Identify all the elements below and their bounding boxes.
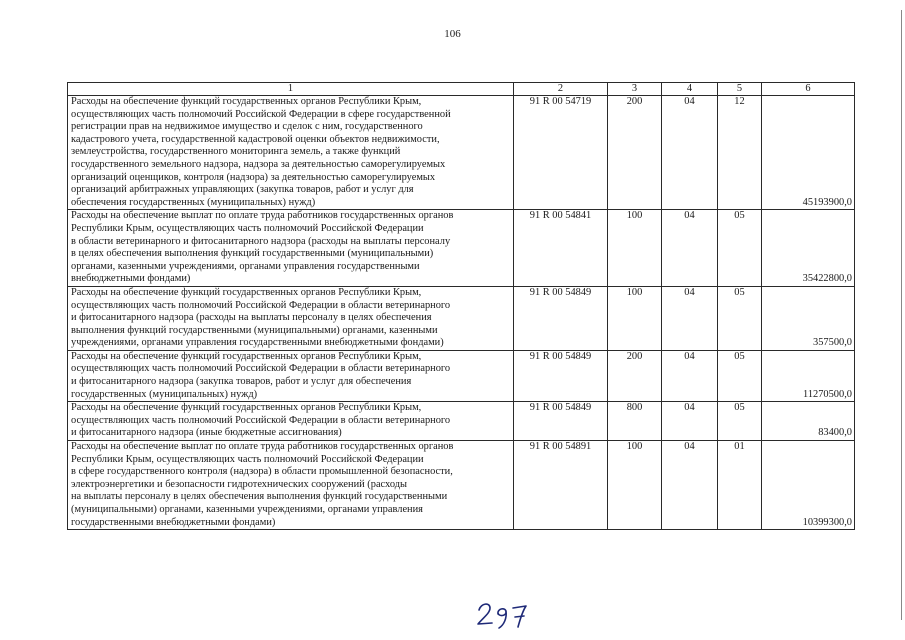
row-section: 04 <box>662 402 718 441</box>
row-code: 91 R 00 54841 <box>514 210 608 287</box>
row-section: 04 <box>662 286 718 350</box>
table-row <box>68 210 855 287</box>
page-number: 106 <box>444 28 461 40</box>
handwritten-page-mark <box>475 598 535 630</box>
row-section: 04 <box>662 210 718 287</box>
row-section: 04 <box>662 441 718 530</box>
row-expense-type: 100 <box>608 286 662 350</box>
table-row <box>68 402 855 441</box>
row-code: 91 R 00 54849 <box>514 402 608 441</box>
column-header-5: 5 <box>718 83 762 96</box>
budget-table <box>67 82 855 530</box>
row-expense-type: 100 <box>608 441 662 530</box>
table-row <box>68 350 855 401</box>
row-code: 91 R 00 54891 <box>514 441 608 530</box>
column-header-1: 1 <box>68 83 514 96</box>
row-code: 91 R 00 54849 <box>514 350 608 401</box>
row-description: Расходы на обеспечение функций государственных органов Республики Крым, осуществляющих часть полномочий Российской Федерации в сфере государственной регистрации прав на недвижимое имущество и сделок с ним, государственного кадастрового учета, государственной кадастровой оценки объектов недвижимости, землеустройства, государственного мониторинга земель, а также функций государственного земельного надзора, надзора за деятельностью саморегулируемых организаций оценщиков, контроля (надзора) за деятельностью саморегулируемых организаций арбитражных управляющих (закупка товаров, работ и услуг для обеспечения государственных (муниципальных) нужд) <box>68 96 514 210</box>
column-header-2: 2 <box>514 83 608 96</box>
column-header-6: 6 <box>762 83 855 96</box>
row-subsection: 12 <box>718 96 762 210</box>
row-section: 04 <box>662 350 718 401</box>
row-expense-type: 800 <box>608 402 662 441</box>
row-section: 04 <box>662 96 718 210</box>
row-amount: 357500,0 <box>762 286 855 350</box>
column-header-3: 3 <box>608 83 662 96</box>
row-subsection: 05 <box>718 210 762 287</box>
row-description: Расходы на обеспечение функций государственных органов Республики Крым, осуществляющих часть полномочий Российской Федерации в области ветеринарного и фитосанитарного надзора (расходы на выплаты персоналу в целях обеспечения выполнения функций государственными (муниципальными) органами, казенными учреждениями, органами управления государственными внебюджетными фондами) <box>68 286 514 350</box>
row-amount: 11270500,0 <box>762 350 855 401</box>
row-subsection: 05 <box>718 286 762 350</box>
row-code: 91 R 00 54719 <box>514 96 608 210</box>
row-subsection: 05 <box>718 402 762 441</box>
row-amount: 35422800,0 <box>762 210 855 287</box>
table-header-row <box>68 83 855 96</box>
table-row <box>68 96 855 210</box>
table-row <box>68 286 855 350</box>
row-expense-type: 100 <box>608 210 662 287</box>
row-amount: 45193900,0 <box>762 96 855 210</box>
row-subsection: 05 <box>718 350 762 401</box>
row-description: Расходы на обеспечение функций государственных органов Республики Крым, осуществляющих часть полномочий Российской Федерации в области ветеринарного и фитосанитарного надзора (закупка товаров, работ и услуг для обеспечения государственных (муниципальных) нужд) <box>68 350 514 401</box>
row-amount: 83400,0 <box>762 402 855 441</box>
row-amount: 10399300,0 <box>762 441 855 530</box>
row-subsection: 01 <box>718 441 762 530</box>
row-expense-type: 200 <box>608 350 662 401</box>
row-expense-type: 200 <box>608 96 662 210</box>
row-description: Расходы на обеспечение выплат по оплате труда работников государственных органов Республики Крым, осуществляющих часть полномочий Российской Федерации в области ветеринарного и фитосанитарного надзора (расходы на выплаты персоналу в целях обеспечения выполнения функций государственными (муниципальными) органами, казенными учреждениями, органами управления государственными внебюджетными фондами) <box>68 210 514 287</box>
page-edge-line <box>901 10 902 620</box>
column-header-4: 4 <box>662 83 718 96</box>
row-code: 91 R 00 54849 <box>514 286 608 350</box>
row-description: Расходы на обеспечение выплат по оплате труда работников государственных органов Республики Крым, осуществляющих часть полномочий Российской Федерации в сфере государственного контроля (надзора) в области промышленной безопасности, электроэнергетики и безопасности гидротехнических сооружений (расходы на выплаты персоналу в целях обеспечения выполнения функций государственными (муниципальными) органами, казенными учреждениями, органами управления государственными внебюджетными фондами) <box>68 441 514 530</box>
row-description: Расходы на обеспечение функций государственных органов Республики Крым, осуществляющих часть полномочий Российской Федерации в области ветеринарного и фитосанитарного надзора (иные бюджетные ассигнования) <box>68 402 514 441</box>
table-row <box>68 441 855 530</box>
